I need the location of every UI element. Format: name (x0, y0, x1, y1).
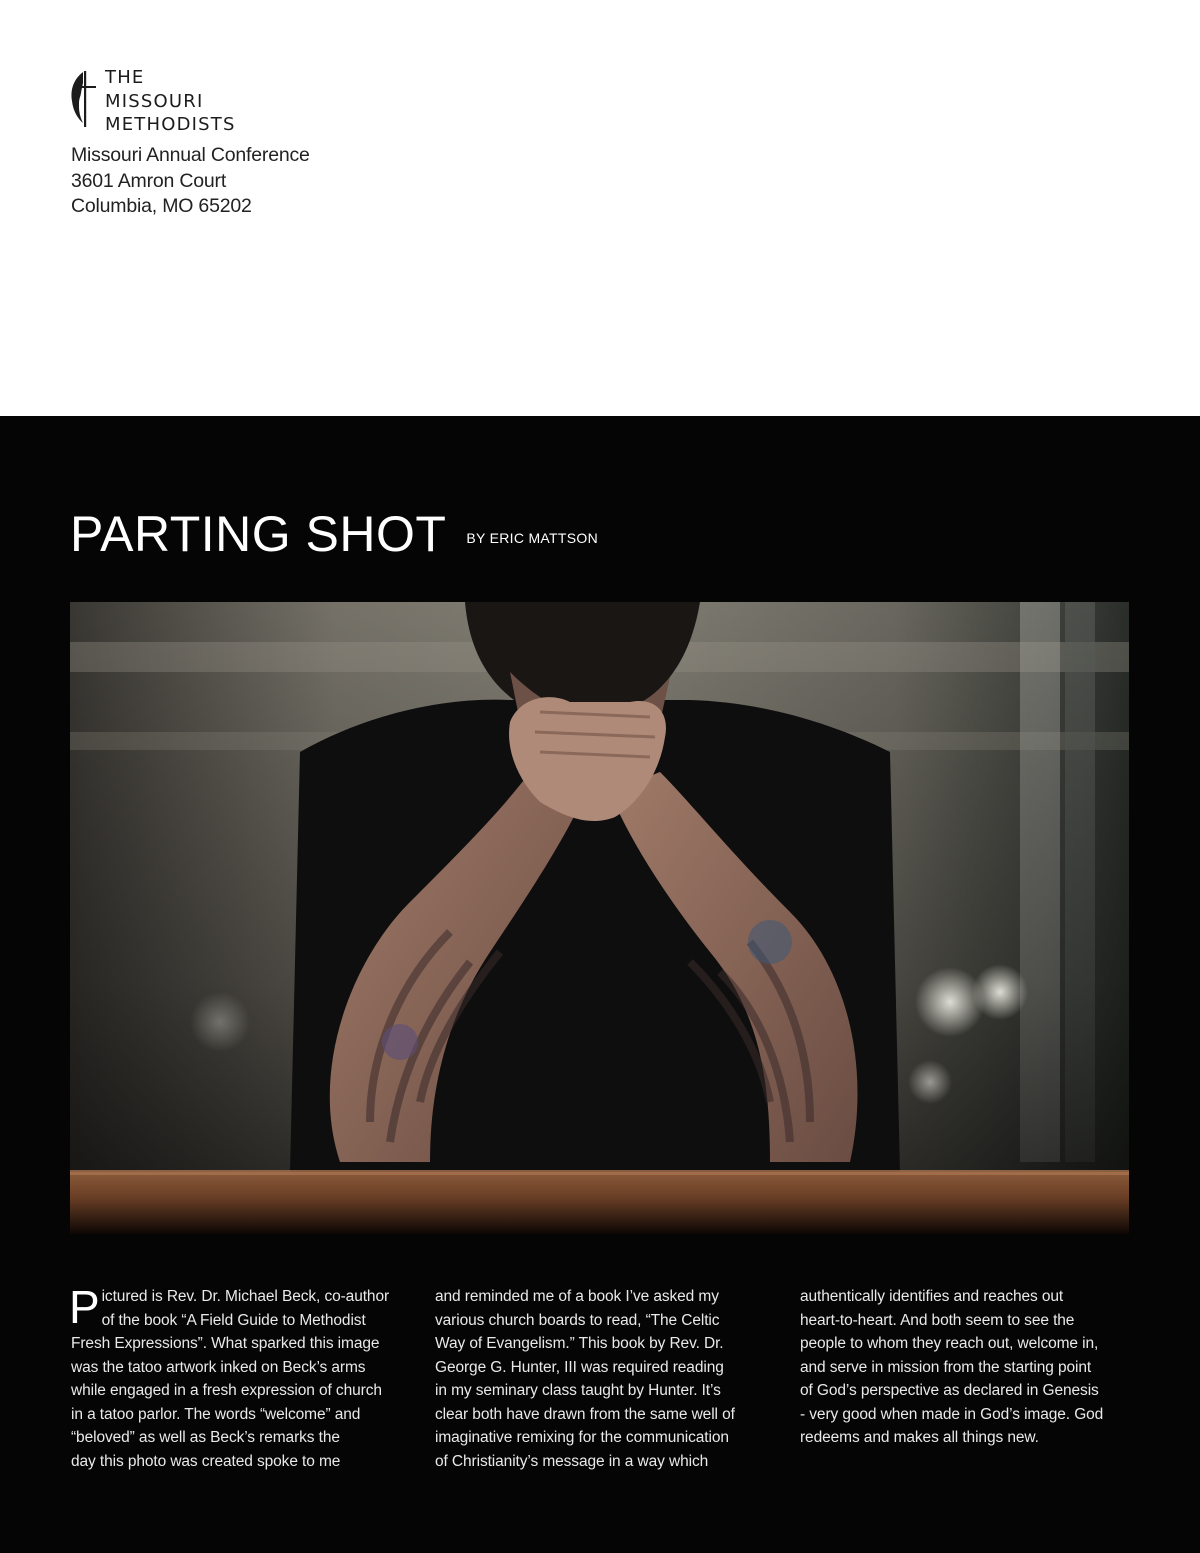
text-line: of Christianity’s message in a way which (435, 1452, 709, 1470)
logo-wordmark (105, 66, 236, 137)
logo-line: MISSOURI (105, 90, 204, 112)
logo-line: METHODISTS (105, 114, 236, 135)
article-column-3 (800, 1285, 1135, 1450)
text-line: clear both have drawn from the same well of (435, 1405, 735, 1423)
logo-line: THE (105, 67, 145, 88)
text-line: George G. Hunter, III was required reading (435, 1358, 724, 1376)
text-line: and serve in mission from the starting point (800, 1358, 1092, 1376)
text-line: in a tatoo parlor. The words “welcome” and (71, 1405, 361, 1423)
text-line: was the tatoo artwork inked on Beck’s arms (71, 1358, 366, 1376)
text-line: imaginative remixing for the communication (435, 1429, 729, 1446)
text-line: in my seminary class taught by Hunter. It’s (435, 1382, 721, 1399)
article-photo (70, 602, 1129, 1234)
text-line: of God’s perspective as declared in Genesis (800, 1382, 1099, 1399)
cross-and-flame-icon (70, 69, 100, 129)
text-line: while engaged in a fresh expression of church (71, 1382, 382, 1399)
text-line: - very good when made in God’s image. God (800, 1405, 1104, 1423)
logo (70, 66, 236, 134)
text-line: day this photo was created spoke to me (71, 1452, 341, 1470)
mailing-address (71, 143, 310, 220)
letterhead-section (0, 0, 1200, 416)
photo-praying-man (70, 602, 1129, 1234)
article-title: PARTING SHOT (70, 506, 447, 562)
text-line: various church boards to read, “The Celtic (435, 1311, 720, 1329)
text-line: heart-to-heart. And both seem to see the (800, 1311, 1075, 1329)
address-line: Missouri Annual Conference (71, 144, 310, 166)
text-line: authentically identifies and reaches out (800, 1288, 1064, 1305)
text-line: redeems and makes all things new. (800, 1429, 1039, 1446)
address-line: 3601 Amron Court (71, 169, 227, 192)
text-line: of the book “A Field Guide to Methodist (101, 1311, 366, 1329)
article-column-1 (69, 1281, 406, 1473)
drop-cap: P (69, 1281, 100, 1333)
article-heading (70, 506, 598, 562)
text-line: Fresh Expressions”. What sparked this image (71, 1335, 380, 1352)
text-line: and reminded me of a book I’ve asked my (435, 1288, 719, 1305)
text-line: ictured is Rev. Dr. Michael Beck, co-author (101, 1288, 390, 1305)
text-line: people to whom they reach out, welcome in, (800, 1335, 1099, 1352)
article-byline: BY ERIC MATTSON (466, 530, 598, 546)
text-line: “beloved” as well as Beck’s remarks the (71, 1429, 340, 1446)
article-column-2 (435, 1285, 770, 1473)
address-line: Columbia, MO 65202 (71, 195, 252, 217)
text-line: Way of Evangelism.” This book by Rev. Dr. (435, 1335, 724, 1352)
